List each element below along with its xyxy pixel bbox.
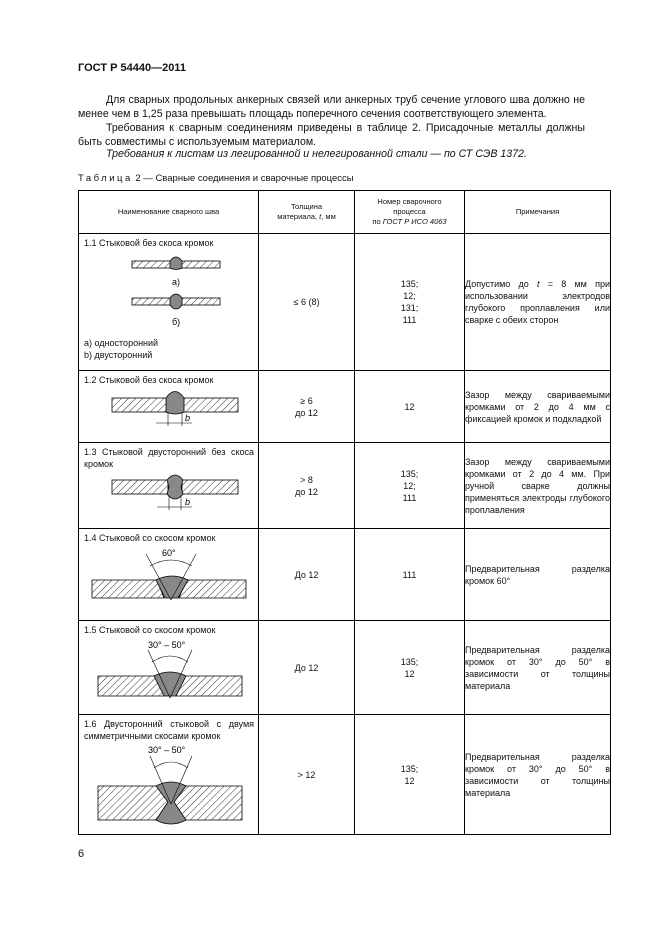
process-cell: 135; 12 bbox=[355, 715, 465, 835]
variant-b-label: б) bbox=[171, 317, 180, 327]
thickness-cell: > 12 bbox=[259, 715, 355, 835]
butt-weld-backing-diagram bbox=[84, 386, 254, 438]
weld-name-cell bbox=[79, 529, 259, 621]
row-title: 1.3 Стыковой двусторонний без скоса кромок bbox=[84, 447, 254, 469]
v-groove-weld-variable-angle-diagram bbox=[84, 636, 254, 714]
page-number: 6 bbox=[78, 848, 85, 860]
process-cell: 135; 12; 131; 111 bbox=[355, 234, 465, 371]
gap-dimension-label: b bbox=[184, 497, 190, 507]
table-header-row bbox=[79, 191, 611, 234]
thickness-cell: > 8 до 12 bbox=[259, 443, 355, 529]
thickness-cell: До 12 bbox=[259, 529, 355, 621]
header-process: Номер сварочного процесса по ГОСТ Р ИСО 4063 bbox=[355, 191, 465, 234]
thickness-cell: ≤ 6 (8) bbox=[259, 234, 355, 371]
weld-name-cell bbox=[79, 371, 259, 443]
row-title: 1.1 Стыковой без скоса кромок bbox=[84, 238, 214, 248]
intro-paragraph-3: Требования к листам из легированной и нелегированной стали — по СТ СЭВ 1372. bbox=[106, 148, 527, 160]
document-header: ГОСТ Р 54440—2011 bbox=[78, 62, 186, 74]
process-cell: 135; 12 bbox=[355, 621, 465, 715]
caption-text: 2 — Сварные соединения и сварочные процессы bbox=[132, 173, 354, 184]
intro-paragraph-2: Требования к сварным соединениям приведены в таблице 2. Присадочные металлы должны быть совместимы с используемым материалом. bbox=[78, 122, 585, 148]
row-title: 1.6 Двусторонний стыковой с двумя симметричными скосами кромок bbox=[84, 719, 254, 741]
table-caption bbox=[78, 173, 354, 184]
table-row bbox=[79, 621, 611, 715]
weld-table bbox=[78, 190, 611, 835]
process-cell: 111 bbox=[355, 529, 465, 621]
process-cell: 135; 12; 111 bbox=[355, 443, 465, 529]
gap-dimension-label: b bbox=[184, 413, 190, 423]
note-cell: Допустимо до t = 8 мм при использовании электродов глубокого проплавления или сварке с обеих сторон bbox=[465, 234, 611, 371]
weld-name-cell bbox=[79, 621, 259, 715]
variant-a-description: а) односторонний bbox=[84, 338, 159, 348]
table-row bbox=[79, 234, 611, 371]
table-row bbox=[79, 715, 611, 835]
header-notes: Примечания bbox=[465, 191, 611, 234]
weld-name-cell bbox=[79, 715, 259, 835]
groove-angle-label: 30° – 50° bbox=[147, 640, 185, 650]
variant-b-description: b) двусторонний bbox=[84, 350, 153, 360]
double-sided-butt-weld-diagram bbox=[84, 470, 254, 520]
table-row bbox=[79, 443, 611, 529]
note-cell: Зазор между свариваемыми кромками от 2 до 4 мм. При ручной сварке должны применяться электроды глубокого проплавления bbox=[465, 443, 611, 529]
thickness-cell: До 12 bbox=[259, 621, 355, 715]
note-cell: Предварительная разделка кромок от 30° до 50° в зависимости от толщины материала bbox=[465, 621, 611, 715]
groove-angle-label: 60° bbox=[161, 548, 176, 558]
row-title: 1.4 Стыковой со скосом кромок bbox=[84, 533, 216, 543]
weld-name-cell bbox=[79, 234, 259, 371]
butt-weld-no-bevel-diagram bbox=[84, 249, 254, 331]
weld-name-cell bbox=[79, 443, 259, 529]
table-row bbox=[79, 371, 611, 443]
row-title: 1.5 Стыковой со скосом кромок bbox=[84, 625, 216, 635]
table-row bbox=[79, 529, 611, 621]
header-weld-name: Наименование сварного шва bbox=[79, 191, 259, 234]
note-cell: Зазор между свариваемыми кромками от 2 до 4 мм с фиксацией кромок и подкладкой bbox=[465, 371, 611, 443]
double-v-groove-weld-diagram bbox=[84, 742, 254, 826]
v-groove-weld-diagram bbox=[84, 544, 254, 618]
groove-angle-label: 30° – 50° bbox=[147, 745, 185, 755]
header-thickness: Толщина материала, t, мм bbox=[259, 191, 355, 234]
variant-a-label: а) bbox=[171, 277, 180, 287]
note-cell: Предварительная разделка кромок 60° bbox=[465, 529, 611, 621]
caption-word: Таблица bbox=[78, 173, 133, 184]
note-cell: Предварительная разделка кромок от 30° до 50° в зависимости от толщины материала bbox=[465, 715, 611, 835]
thickness-cell: ≥ 6 до 12 bbox=[259, 371, 355, 443]
process-cell: 12 bbox=[355, 371, 465, 443]
row-title: 1.2 Стыковой без скоса кромок bbox=[84, 375, 214, 385]
intro-paragraph-1: Для сварных продольных анкерных связей или анкерных труб сечение углового шва должно не менее чем в 1,25 раза превышать площадь поперечного сечения соответствующего элемента. bbox=[78, 94, 585, 120]
